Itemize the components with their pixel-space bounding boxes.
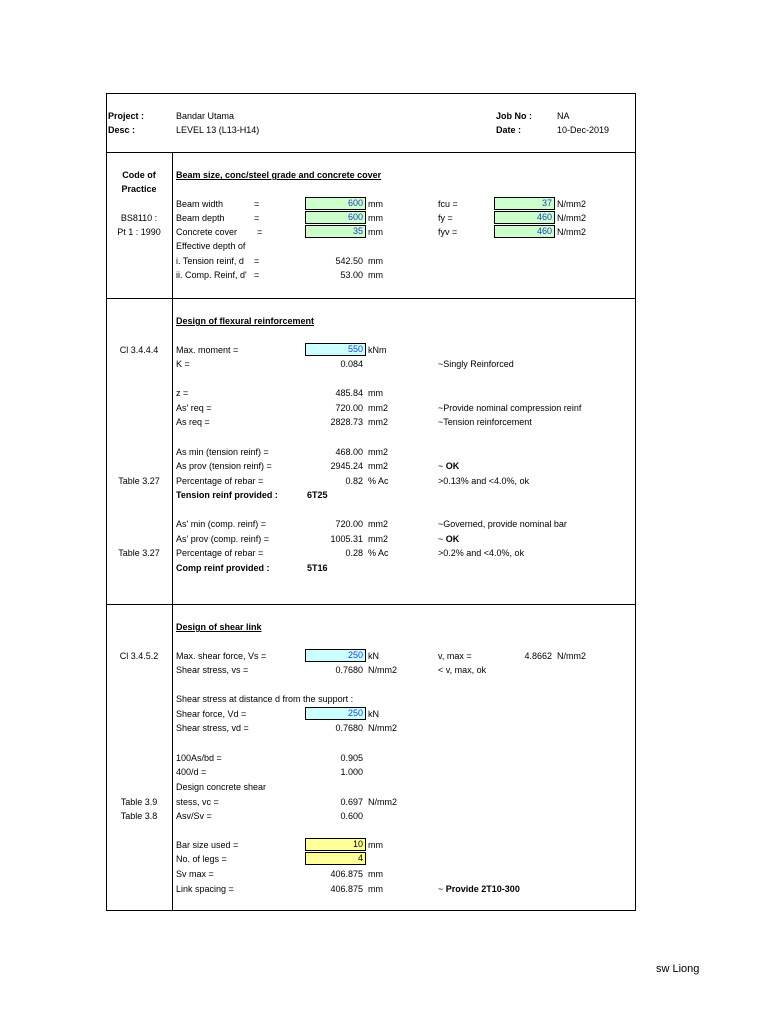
jobno-value: NA xyxy=(557,111,570,121)
code-ref-1: BS8110 : xyxy=(120,213,158,223)
as-prov-value: 2945.24 xyxy=(330,461,363,471)
beam-width-unit: mm xyxy=(368,199,383,209)
asc-min-value: 720.00 xyxy=(335,519,363,529)
vs-force-unit: kN xyxy=(368,651,379,661)
as-prov-note xyxy=(438,460,459,472)
svmax-value: 406.875 xyxy=(330,869,363,879)
pct-comp-label: Percentage of rebar = xyxy=(176,548,264,558)
d400-value: 1.000 xyxy=(340,767,363,777)
fy-label: fy = xyxy=(438,213,453,223)
pct-tension-note: >0.13% and <4.0%, ok xyxy=(438,476,530,486)
bar-size-input[interactable]: 10 xyxy=(305,838,366,851)
as-req-value: 2828.73 xyxy=(330,417,363,427)
vc-label-2: stess, vc = xyxy=(176,797,219,807)
beam-width-label: Beam width xyxy=(176,199,224,209)
ref-pct-comp: Table 3.27 xyxy=(118,548,160,558)
k-value: 0.084 xyxy=(340,359,363,369)
as-comp-req-note: ~Provide nominal compression reinf xyxy=(438,403,582,413)
fyv-label: fyv = xyxy=(438,227,458,237)
pct-comp-value: 0.28 xyxy=(345,548,363,558)
divider-section2 xyxy=(106,604,636,605)
k-label: K = xyxy=(176,359,190,369)
asc-prov-label: As' prov (comp. reinf) = xyxy=(176,534,269,544)
asc-min-note: ~Governed, provide nominal bar xyxy=(438,519,567,529)
vc-value: 0.697 xyxy=(340,797,363,807)
pct-tension-value: 0.82 xyxy=(345,476,363,486)
as-comp-req-label: As' req = xyxy=(176,403,212,413)
as-req-note: ~Tension reinforcement xyxy=(438,417,532,427)
as-req-label: As req = xyxy=(176,417,210,427)
code-of-practice-label-1: Code of xyxy=(122,170,156,180)
vs-force-label: Max. shear force, Vs = xyxy=(176,651,267,661)
code-ref-2: Pt 1 : 1990 xyxy=(117,227,161,237)
ref-pct-tension: Table 3.27 xyxy=(118,476,160,486)
tension-d-unit: mm xyxy=(368,256,383,266)
cover-input[interactable]: 35 xyxy=(305,225,366,238)
asc-min-unit: mm2 xyxy=(368,519,388,529)
beam-depth-input[interactable]: 600 xyxy=(305,211,366,224)
vc-label-1: Design concrete shear xyxy=(176,782,267,792)
as-min-label: As min (tension reinf) = xyxy=(176,447,269,457)
vs-stress-label: Shear stress, vs = xyxy=(176,665,249,675)
project-label: Project : xyxy=(108,111,145,121)
code-of-practice-label-2: Practice xyxy=(121,184,157,194)
spacing-unit: mm xyxy=(368,884,383,894)
fcu-label: fcu = xyxy=(438,199,458,209)
comp-prov-label: Comp reinf provided : xyxy=(176,563,270,573)
as-min-value: 468.00 xyxy=(335,447,363,457)
desc-value: LEVEL 13 (L13-H14) xyxy=(176,125,260,135)
section3-title: Design of shear link xyxy=(176,622,262,632)
ref-asv: Table 3.8 xyxy=(120,811,158,821)
vd-stress-unit: N/mm2 xyxy=(368,723,397,733)
date-value: 10-Dec-2019 xyxy=(557,125,610,135)
beam-depth-eq: = xyxy=(254,213,260,223)
section2-title: Design of flexural reinforcement xyxy=(176,316,315,326)
pct-comp-note: >0.2% and <4.0%, ok xyxy=(438,548,525,558)
vc-unit: N/mm2 xyxy=(368,797,397,807)
comp-d-label: ii. Comp. Reinf, d' xyxy=(176,270,247,280)
as-prov-note-tilde: ~ xyxy=(438,461,444,471)
asc-prov-value: 1005.31 xyxy=(330,534,363,544)
as-comp-req-value: 720.00 xyxy=(335,403,363,413)
vd-force-label: Shear force, Vd = xyxy=(176,709,247,719)
spacing-note-tilde: ~ xyxy=(438,884,444,894)
as-prov-label: As prov (tension reinf) = xyxy=(176,461,272,471)
spacing-note xyxy=(438,883,520,895)
tension-prov-value: 6T25 xyxy=(307,490,328,500)
asbd-value: 0.905 xyxy=(340,753,363,763)
comp-prov-value: 5T16 xyxy=(307,563,328,573)
tension-d-label: i. Tension reinf, d xyxy=(176,256,244,266)
vs-force-input[interactable]: 250 xyxy=(305,649,366,662)
section1-title: Beam size, conc/steel grade and concrete cover xyxy=(176,170,382,180)
asbd-label: 100As/bd = xyxy=(176,753,222,763)
asv-label: Asv/Sv = xyxy=(176,811,212,821)
dist-label: Shear stress at distance d from the support : xyxy=(176,694,354,704)
vd-stress-label: Shear stress, vd = xyxy=(176,723,249,733)
divider-code-column xyxy=(172,152,173,911)
fcu-unit: N/mm2 xyxy=(557,199,586,209)
divider-section1 xyxy=(106,298,636,299)
cover-eq: = xyxy=(257,227,263,237)
as-prov-unit: mm2 xyxy=(368,461,388,471)
beam-width-input[interactable]: 600 xyxy=(305,197,366,210)
asc-min-label: As' min (comp. reinf) = xyxy=(176,519,266,529)
vd-force-unit: kN xyxy=(368,709,379,719)
moment-input[interactable]: 550 xyxy=(305,343,366,356)
z-value: 485.84 xyxy=(335,388,363,398)
vd-force-input[interactable]: 250 xyxy=(305,707,366,720)
fcu-input[interactable]: 37 xyxy=(494,197,555,210)
vmax-value: 4.8662 xyxy=(524,651,552,661)
as-prov-note-ok: OK xyxy=(445,461,460,471)
as-min-unit: mm2 xyxy=(368,447,388,457)
fy-input[interactable]: 460 xyxy=(494,211,555,224)
jobno-label: Job No : xyxy=(496,111,532,121)
cover-label: Concrete cover xyxy=(176,227,238,237)
date-label: Date : xyxy=(496,125,522,135)
asc-prov-unit: mm2 xyxy=(368,534,388,544)
desc-label: Desc : xyxy=(108,125,136,135)
z-label: z = xyxy=(176,388,189,398)
divider-header xyxy=(106,152,636,153)
legs-input[interactable]: 4 xyxy=(305,852,366,865)
ref-vc: Table 3.9 xyxy=(120,797,158,807)
comp-d-eq: = xyxy=(254,270,260,280)
spacing-note-text: Provide 2T10-300 xyxy=(445,884,520,894)
vs-stress-value: 0.7680 xyxy=(335,665,363,675)
svmax-unit: mm xyxy=(368,869,383,879)
fyv-input[interactable]: 460 xyxy=(494,225,555,238)
vs-stress-unit: N/mm2 xyxy=(368,665,397,675)
asv-value: 0.600 xyxy=(340,811,363,821)
vd-stress-value: 0.7680 xyxy=(335,723,363,733)
fy-unit: N/mm2 xyxy=(557,213,586,223)
d400-label: 400/d = xyxy=(176,767,207,777)
tension-prov-label: Tension reinf provided : xyxy=(176,490,278,500)
comp-d-unit: mm xyxy=(368,270,383,280)
cover-unit: mm xyxy=(368,227,383,237)
as-comp-req-unit: mm2 xyxy=(368,403,388,413)
moment-label: Max. moment = xyxy=(176,345,239,355)
bar-unit: mm xyxy=(368,840,383,850)
legs-label: No. of legs = xyxy=(176,854,227,864)
eff-depth-label: Effective depth of xyxy=(176,241,246,251)
bar-label: Bar size used = xyxy=(176,840,239,850)
z-unit: mm xyxy=(368,388,383,398)
asc-prov-note-ok: OK xyxy=(445,534,460,544)
moment-unit: kNm xyxy=(368,345,387,355)
ref-moment: Cl 3.4.4.4 xyxy=(119,345,159,355)
asc-prov-note xyxy=(438,533,459,545)
k-note: ~Singly Reinforced xyxy=(438,359,514,369)
author-credit: sw Liong xyxy=(656,963,700,975)
comp-d-value: 53.00 xyxy=(340,270,363,280)
vmax-label: v, max = xyxy=(438,651,472,661)
beam-depth-unit: mm xyxy=(368,213,383,223)
beam-depth-label: Beam depth xyxy=(176,213,225,223)
fyv-unit: N/mm2 xyxy=(557,227,586,237)
tension-d-value: 542.50 xyxy=(335,256,363,266)
as-req-unit: mm2 xyxy=(368,417,388,427)
spacing-label: Link spacing = xyxy=(176,884,234,894)
spacing-value: 406.875 xyxy=(330,884,363,894)
ref-shear: Cl 3.4.5.2 xyxy=(119,651,159,661)
pct-comp-unit: % Ac xyxy=(368,548,389,558)
beam-width-eq: = xyxy=(254,199,260,209)
pct-tension-unit: % Ac xyxy=(368,476,389,486)
tension-d-eq: = xyxy=(254,256,260,266)
project-value: Bandar Utama xyxy=(176,111,235,121)
vs-stress-note: < v, max, ok xyxy=(438,665,487,675)
pct-tension-label: Percentage of rebar = xyxy=(176,476,264,486)
asc-prov-note-tilde: ~ xyxy=(438,534,444,544)
vmax-unit: N/mm2 xyxy=(557,651,586,661)
svmax-label: Sv max = xyxy=(176,869,214,879)
